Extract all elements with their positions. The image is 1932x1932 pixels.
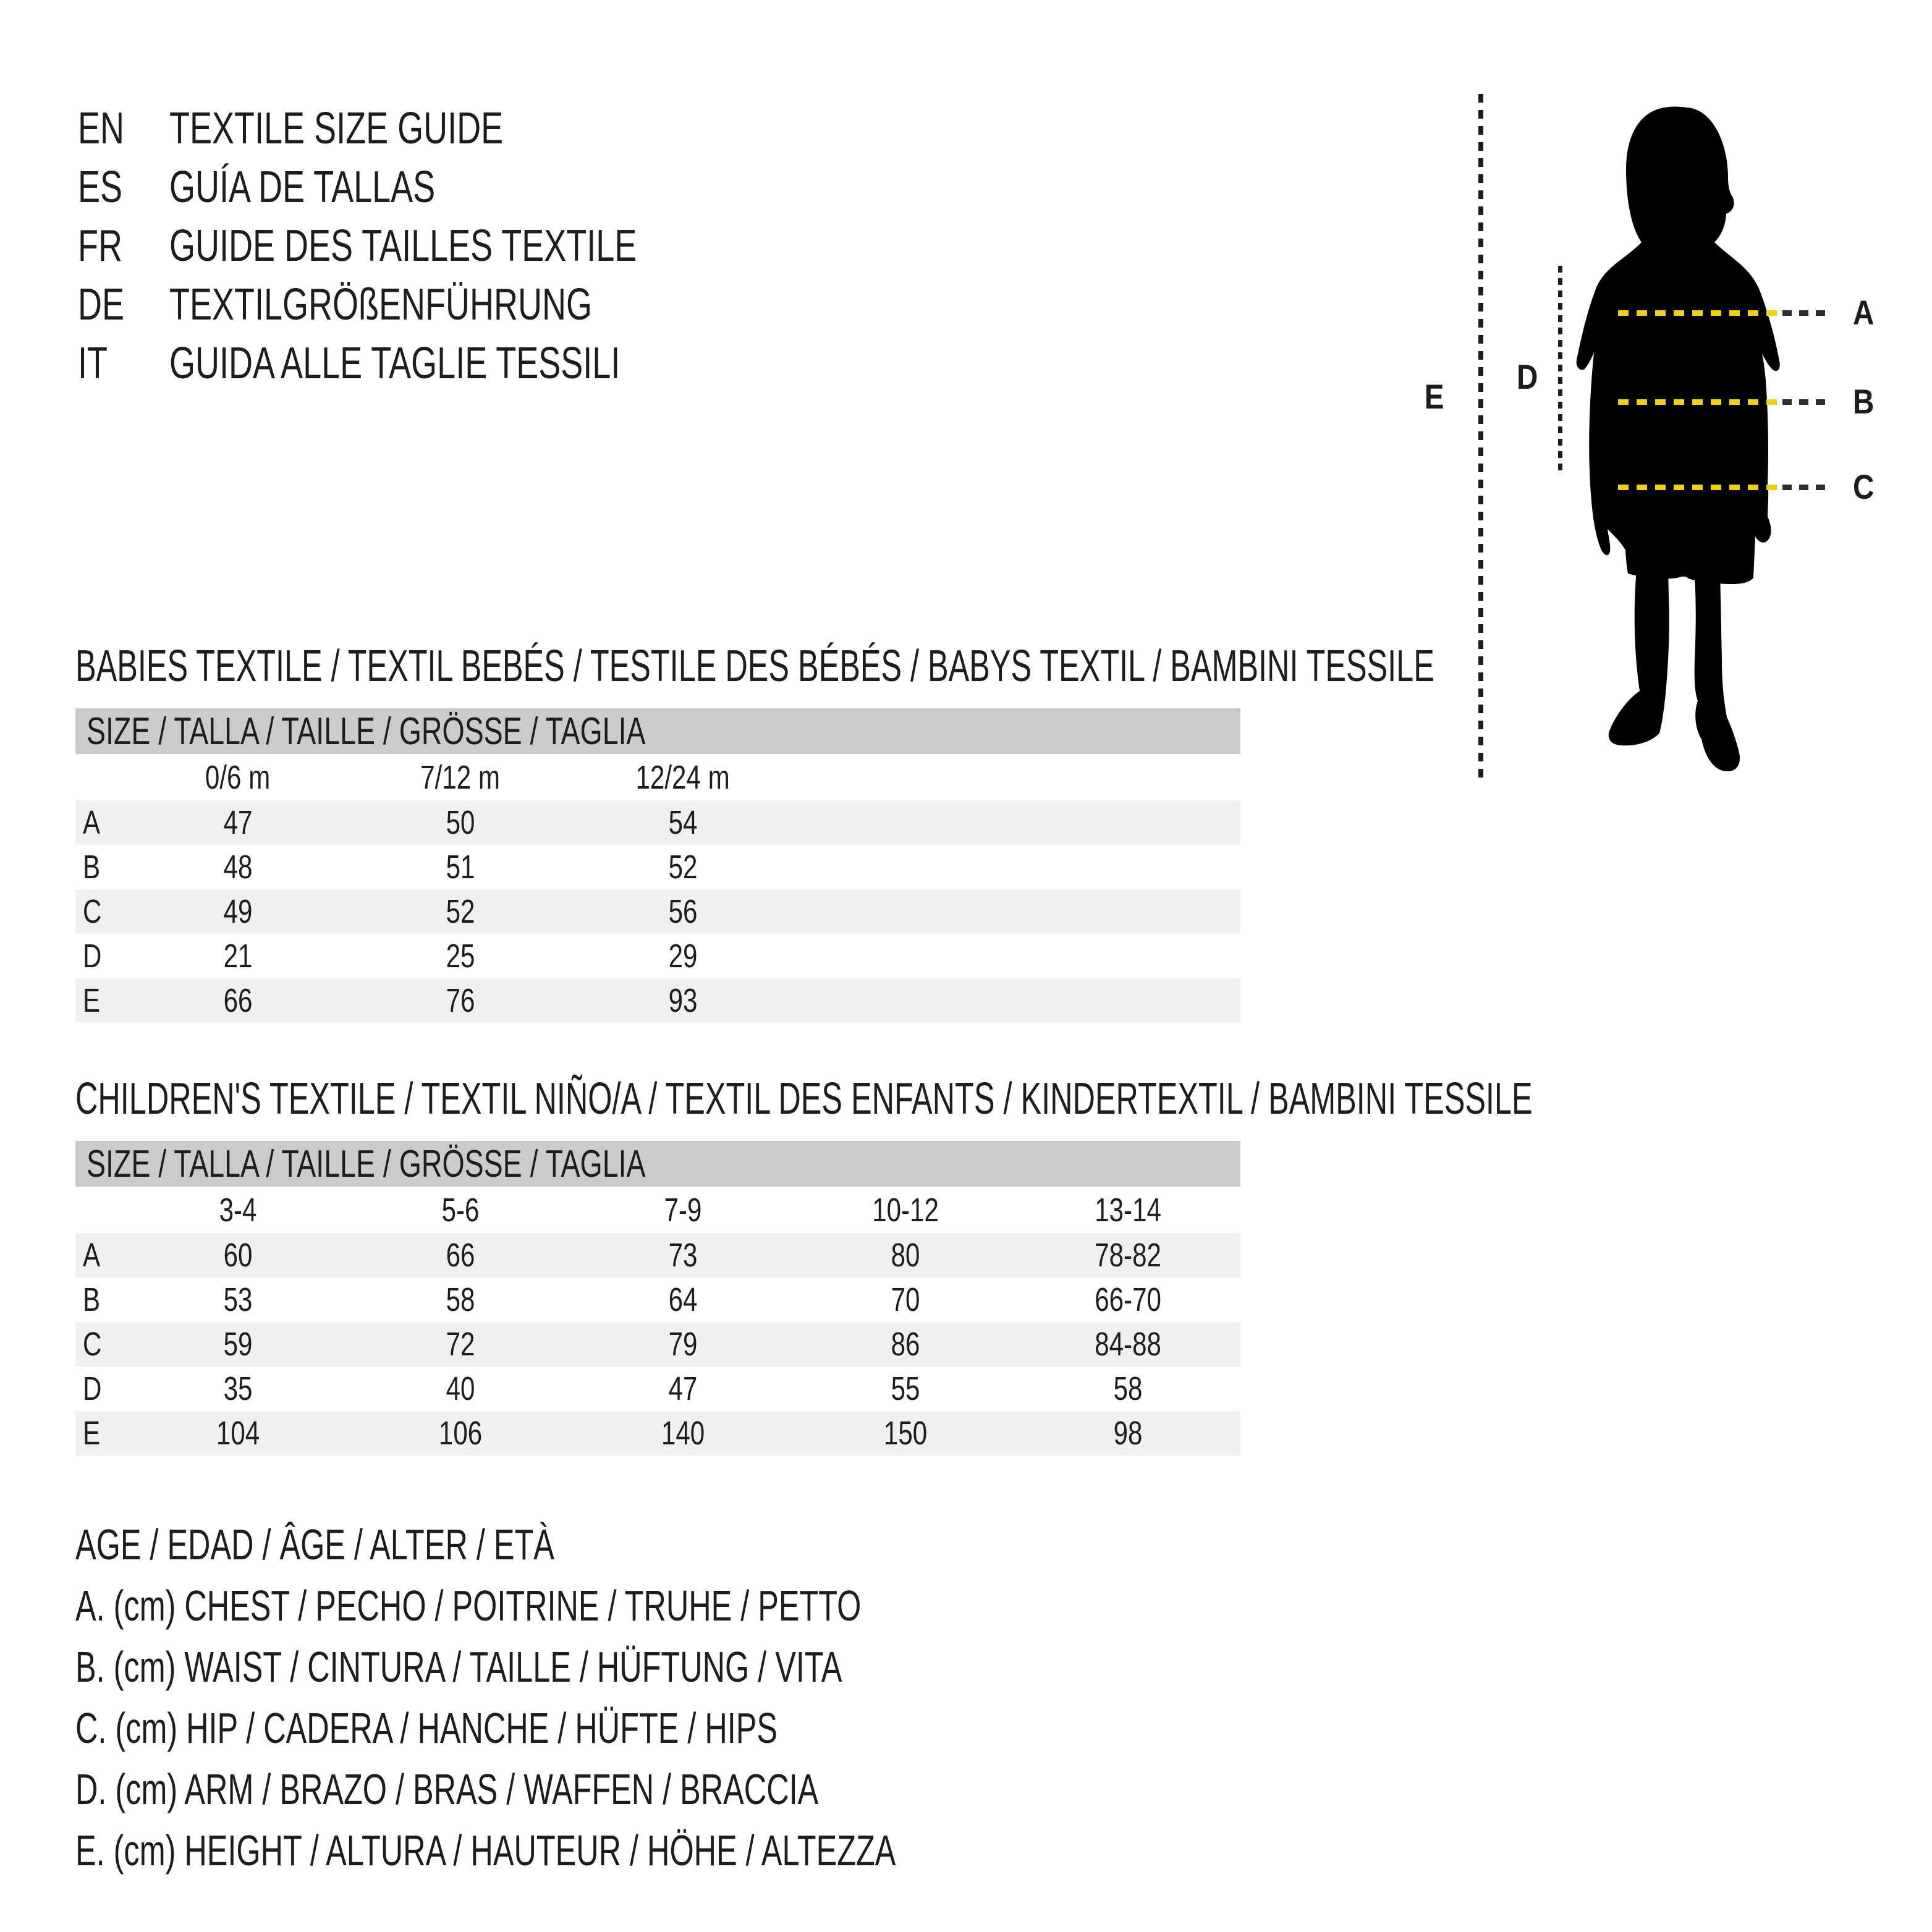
language-title: TEXTILGRÖßENFÜHRUNG (169, 279, 593, 329)
table-cell: 73 (668, 1237, 698, 1274)
table-cell: 98 (1113, 1415, 1143, 1452)
hip-measure-line-c-dark (1782, 485, 1829, 490)
hip-measure-line-c-yellow (1618, 485, 1780, 490)
chest-measure-line-a-yellow (1618, 310, 1780, 316)
table-cell: 52 (446, 893, 475, 930)
table-cell: 59 (223, 1326, 253, 1363)
table-cell: 66 (223, 982, 253, 1019)
row-label: B (83, 1281, 101, 1318)
table-cell: 140 (661, 1415, 705, 1452)
language-list (78, 99, 792, 392)
column-header: 7-9 (664, 1191, 702, 1229)
waist-measure-line-b-yellow (1618, 399, 1780, 405)
measure-label-a: A (1852, 293, 1875, 332)
table-cell: 48 (223, 849, 253, 886)
language-row (78, 216, 792, 275)
table-cell: 106 (438, 1415, 483, 1452)
table-cell: 58 (446, 1281, 475, 1318)
children-size-header-bar: SIZE / TALLA / TAILLE / GRÖSSE / TAGLIA (75, 1141, 1240, 1187)
table-row (75, 1277, 1240, 1322)
row-label: D (83, 1370, 102, 1407)
column-header: 12/24 m (635, 758, 731, 796)
language-code: EN (78, 103, 125, 153)
table-cell: 66-70 (1095, 1281, 1161, 1318)
row-label: C (83, 893, 102, 930)
table-cell: 58 (1113, 1370, 1143, 1407)
language-row (78, 158, 792, 216)
child-silhouette-body (1577, 107, 1780, 585)
table-cell: 29 (668, 938, 698, 975)
row-label: B (83, 849, 101, 886)
row-label: E (83, 982, 101, 1019)
children-size-table (75, 1141, 1240, 1455)
table-cell: 78-82 (1095, 1237, 1161, 1274)
column-header: 3-4 (219, 1191, 257, 1229)
table-cell: 51 (446, 849, 475, 886)
legend-line: B. (cm) WAIST / CINTURA / TAILLE / HÜFTUNG / VITA (75, 1642, 842, 1691)
table-row (75, 1411, 1240, 1455)
table-row (75, 1322, 1240, 1366)
table-cell: 40 (446, 1370, 475, 1407)
table-cell: 84-88 (1095, 1326, 1161, 1363)
chest-measure-line-a-dark (1782, 310, 1829, 316)
table-cell: 79 (668, 1326, 698, 1363)
table-cell: 50 (446, 804, 475, 841)
babies-size-table (75, 708, 1240, 1023)
babies-section-heading: BABIES TEXTILE / TEXTIL BEBÉS / TESTILE DES BÉBÉS / BABYS TEXTIL / BAMBINI TESSILE (75, 642, 1434, 691)
table-cell: 64 (668, 1281, 698, 1318)
table-row (75, 1233, 1240, 1277)
arm-measure-line-d (1558, 266, 1562, 476)
table-cell: 72 (446, 1326, 475, 1363)
language-title: TEXTILE SIZE GUIDE (169, 103, 504, 153)
column-header: 5-6 (441, 1191, 480, 1229)
language-row (78, 275, 792, 334)
table-cell: 56 (668, 893, 698, 930)
table-row (75, 845, 1240, 889)
row-label: D (83, 938, 102, 975)
children-section-heading: CHILDREN'S TEXTILE / TEXTIL NIÑO/A / TEXTIL DES ENFANTS / KINDERTEXTIL / BAMBINI TESSILE (75, 1074, 1533, 1124)
language-code: FR (78, 221, 122, 271)
language-code: DE (78, 279, 125, 329)
table-cell: 54 (668, 804, 698, 841)
table-cell: 47 (223, 804, 253, 841)
language-code: IT (78, 338, 108, 388)
row-label: E (83, 1415, 101, 1452)
measure-label-d: D (1516, 357, 1538, 396)
table-cell: 53 (223, 1281, 253, 1318)
measure-label-e: E (1425, 377, 1444, 416)
language-title: GUÍA DE TALLAS (169, 162, 436, 212)
table-cell: 80 (891, 1237, 920, 1274)
language-row (78, 334, 792, 392)
table-cell: 86 (891, 1326, 920, 1363)
column-header: 10-12 (872, 1191, 939, 1229)
language-title: GUIDE DES TAILLES TEXTILE (169, 221, 637, 271)
children-column-header-row (75, 1187, 1240, 1233)
table-cell: 47 (668, 1370, 698, 1407)
legend-line: A. (cm) CHEST / PECHO / POITRINE / TRUHE / PETTO (75, 1581, 862, 1630)
table-row (75, 889, 1240, 934)
language-title: GUIDA ALLE TAGLIE TESSILI (169, 338, 621, 388)
language-row (78, 99, 792, 158)
row-label: A (83, 804, 101, 841)
table-cell: 60 (223, 1237, 253, 1274)
measure-label-b: B (1852, 382, 1875, 421)
waist-measure-line-b-dark (1782, 399, 1829, 405)
table-row (75, 934, 1240, 978)
column-header: 0/6 m (205, 758, 271, 796)
column-header: 7/12 m (420, 758, 501, 796)
measure-label-c: C (1852, 467, 1875, 506)
legend-line: D. (cm) ARM / BRAZO / BRAS / WAFFEN / BRACCIA (75, 1765, 819, 1813)
babies-size-header-bar: SIZE / TALLA / TAILLE / GRÖSSE / TAGLIA (75, 708, 1240, 754)
table-cell: 25 (446, 938, 475, 975)
row-label: A (83, 1237, 101, 1274)
language-code: ES (78, 162, 123, 212)
table-cell: 49 (223, 893, 253, 930)
legend-line: E. (cm) HEIGHT / ALTURA / HAUTEUR / HÖHE / ALTEZZA (75, 1826, 896, 1875)
row-label: C (83, 1326, 102, 1363)
table-row (75, 800, 1240, 845)
measurement-legend (75, 1514, 1215, 1881)
table-cell: 93 (668, 982, 698, 1019)
table-row (75, 1366, 1240, 1411)
table-cell: 150 (883, 1415, 928, 1452)
table-cell: 55 (891, 1370, 920, 1407)
table-cell: 70 (891, 1281, 920, 1318)
legend-line: AGE / EDAD / ÂGE / ALTER / ETÀ (75, 1520, 554, 1569)
table-cell: 21 (223, 938, 253, 975)
table-cell: 76 (446, 982, 475, 1019)
table-cell: 35 (223, 1370, 253, 1407)
legend-line: C. (cm) HIP / CADERA / HANCHE / HÜFTE / HIPS (75, 1703, 778, 1752)
column-header: 13-14 (1095, 1191, 1161, 1229)
babies-column-header-row (75, 754, 1240, 800)
table-cell: 52 (668, 849, 698, 886)
table-cell: 66 (446, 1237, 475, 1274)
table-cell: 104 (216, 1415, 260, 1452)
table-row (75, 978, 1240, 1023)
